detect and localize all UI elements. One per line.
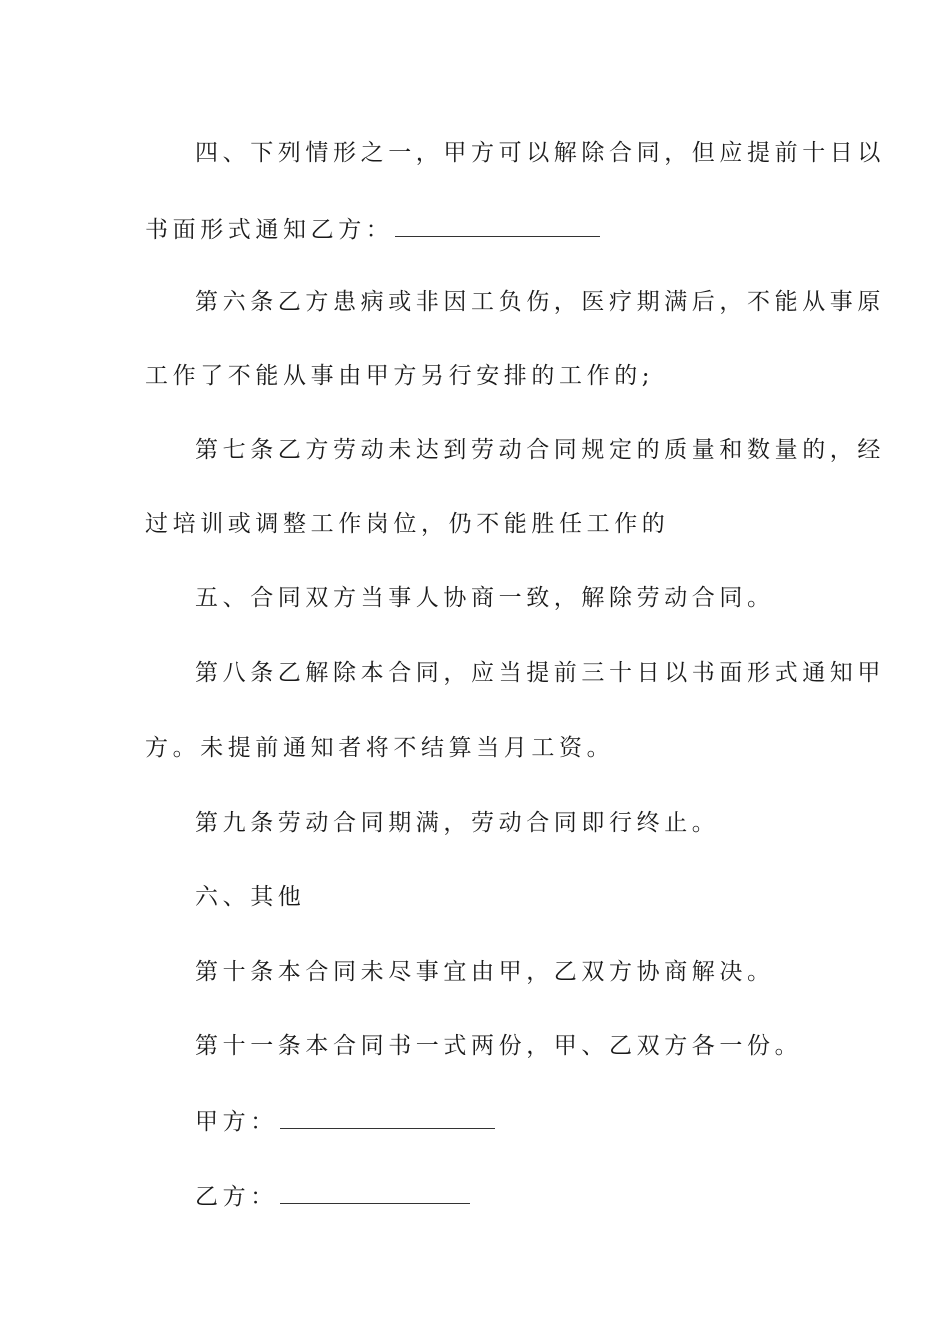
paragraph-line (195, 1031, 802, 1061)
party-a-label: 甲方： (195, 1109, 278, 1135)
paragraph-line (195, 583, 775, 613)
party-b-label: 乙方： (195, 1184, 278, 1210)
line-text: 五、合同双方当事人协商一致，解除劳动合同。 (195, 585, 775, 611)
paragraph-line (195, 435, 885, 465)
paragraph-line (145, 214, 600, 245)
paragraph-line (195, 882, 305, 912)
line-text: 第七条乙方劳动未达到劳动合同规定的质量和数量的，经 (195, 437, 885, 463)
line-text: 第十条本合同未尽事宜由甲，乙双方协商解决。 (195, 959, 775, 985)
line-text: 第九条劳动合同期满，劳动合同即行终止。 (195, 810, 720, 836)
paragraph-line (195, 957, 775, 987)
line-text: 四、下列情形之一，甲方可以解除合同，但应提前十日以 (195, 140, 885, 166)
paragraph-line (195, 287, 885, 317)
party-a-blank[interactable] (280, 1106, 495, 1129)
party-b-blank[interactable] (280, 1181, 470, 1204)
line-text: 工作了不能从事由甲方另行安排的工作的; (145, 363, 655, 389)
line-text: 第十一条本合同书一式两份，甲、乙双方各一份。 (195, 1033, 803, 1059)
line-text: 书面形式通知乙方： (145, 217, 394, 243)
line-text: 过培训或调整工作岗位，仍不能胜任工作的 (145, 511, 670, 537)
paragraph-line (145, 509, 669, 539)
signature-line-party-b (195, 1181, 470, 1212)
paragraph-line (195, 138, 885, 168)
line-text: 第六条乙方患病或非因工负伤，医疗期满后，不能从事原 (195, 289, 885, 315)
line-text: 六、其他 (195, 884, 306, 910)
line-text: 方。未提前通知者将不结算当月工资。 (145, 735, 615, 761)
paragraph-line (195, 658, 885, 688)
line-text: 第八条乙解除本合同，应当提前三十日以书面形式通知甲 (195, 660, 885, 686)
paragraph-line (145, 733, 614, 763)
fill-in-blank[interactable] (395, 214, 600, 237)
signature-line-party-a (195, 1106, 495, 1137)
paragraph-line (195, 808, 719, 838)
paragraph-line (145, 361, 654, 391)
